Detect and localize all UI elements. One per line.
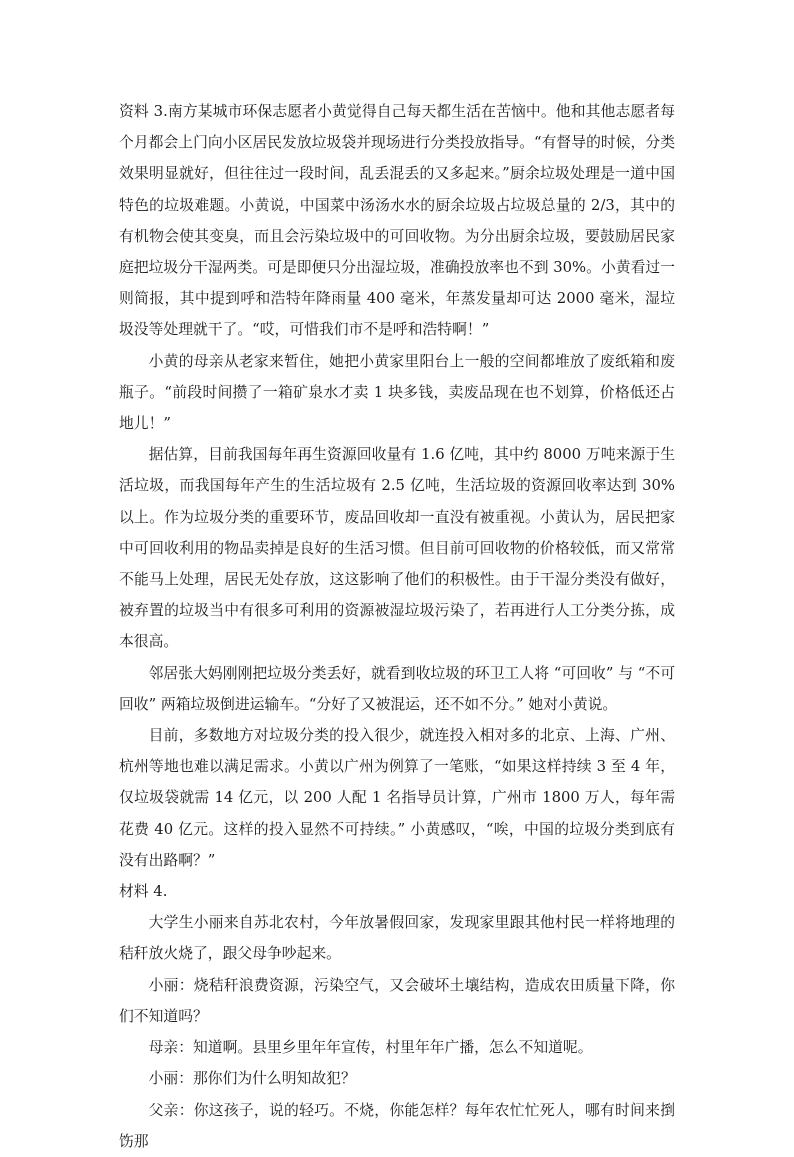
paragraph-neighbor: 邻居张大妈刚刚把垃圾分类丢好，就看到收垃圾的环卫工人将 “可回收” 与 “不可回收” 两箱垃圾倒进运输车。“分好了又被混运，还不如不分。” 她对小黄说。 — [119, 664, 675, 713]
dialogue-father: 父亲：你这孩子，说的轻巧。不烧，你能怎样？每年农忙忙死人，哪有时间来捯饬那 — [119, 1101, 675, 1150]
dialogue-mother: 母亲：知道啊。县里乡里年年宣传，村里年年广播，怎么不知道呢。 — [148, 1039, 593, 1057]
dialogue-xiaoli-1: 小丽：烧秸秆浪费资源，污染空气，又会破坏土壤结构，造成农田质量下降，你们不知道吗？ — [119, 976, 675, 1025]
document-body — [119, 96, 675, 1157]
paragraph-investment: 目前，多数地方对垃圾分类的投入很少，就连投入相对多的北京、上海、广州、杭州等地也难以满足需求。小黄以广州为例算了一笔账，“如果这样持续 3 至 4 年，仅垃圾袋就需 14 亿元，以 200 人配 1 名指导员计算，广州市 1800 万人，每年需花费 40 亿元。这样的投入显然不可持续。” 小黄感叹，“唉，中国的垃圾分类到底有没有出路啊？” — [119, 727, 675, 869]
paragraph-mother-recycling: 小黄的母亲从老家来暂住，她把小黄家里阳台上一般的空间都堆放了废纸箱和废瓶子。“前段时间攒了一箱矿泉水才卖 1 块多钱，卖废品现在也不划算，价格低还占地儿！” — [119, 352, 675, 433]
paragraph-estimate: 据估算，目前我国每年再生资源回收量有 1.6 亿吨，其中约 8000 万吨来源于生活垃圾，而我国每年产生的生活垃圾有 2.5 亿吨，生活垃圾的资源回收率达到 30%以上。作为垃圾分类的重要环节，废品回收却一直没有被重视。小黄认为，居民把家中可回收利用的物品卖掉是良好的生活习惯。但目前可回收物的价格较低，而又常常不能马上处理，居民无处存放，这这影响了他们的积极性。由于干湿分类没有做好，被弃置的垃圾当中有很多可利用的资源被湿垃圾污染了，若再进行人工分类分拣，成本很高。 — [119, 446, 675, 651]
section-heading-material-4: 材料 4. — [119, 883, 168, 901]
paragraph-xiaoli-intro: 大学生小丽来自苏北农村，今年放暑假回家，发现家里跟其他村民一样将地理的秸秆放火烧了，跟父母争吵起来。 — [119, 914, 675, 963]
dialogue-xiaoli-2: 小丽：那你们为什么明知故犯？ — [148, 1070, 356, 1088]
paragraph-material-3: 资料 3.南方某城市环保志愿者小黄觉得自己每天都生活在苦恼中。他和其他志愿者每个月都会上门向小区居民发放垃圾袋并现场进行分类投放指导。“有督导的时候，分类效果明显就好，但往往过一段时间，乱丢混丢的又多起来。”厨余垃圾处理是一道中国特色的垃圾难题。小黄说，中国菜中汤汤水水的厨余垃圾占垃圾总量的 2/3，其中的有机物会使其变臭，而且会污染垃圾中的可回收物。为分出厨余垃圾，要鼓励居民家庭把垃圾分干湿两类。可是即便只分出湿垃圾，准确投放率也不到 30%。小黄看过一则简报，其中提到呼和浩特年降雨量 400 毫米，年蒸发量却可达 2000 毫米，湿垃圾没等处理就干了。“哎，可惜我们市不是呼和浩特啊！” — [119, 103, 675, 339]
